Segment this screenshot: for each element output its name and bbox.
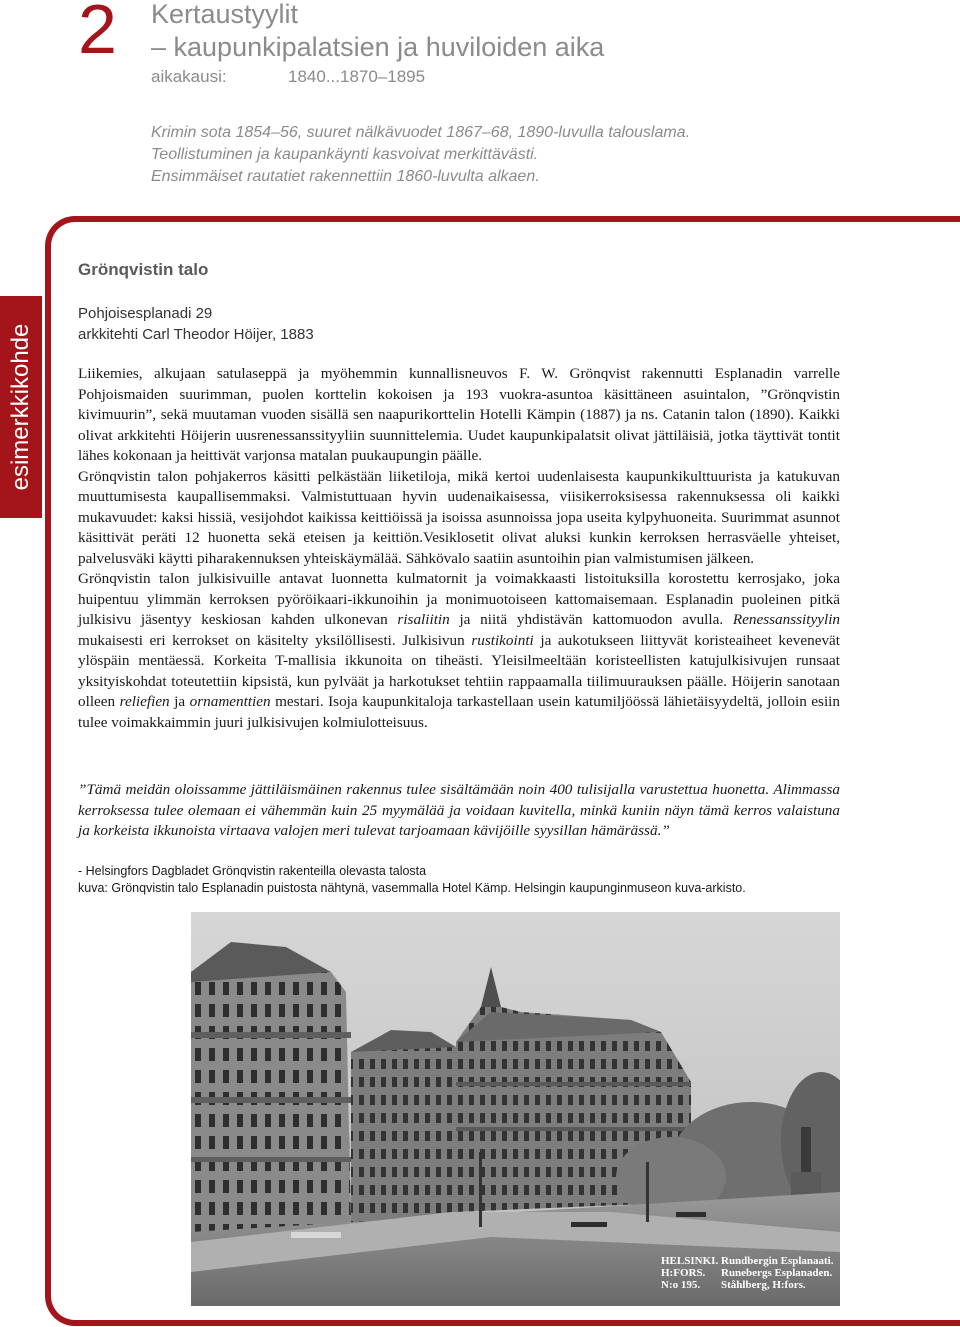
term-italic: rustikointi [471, 631, 534, 649]
era-label: aikakausi: [151, 67, 227, 86]
side-tab-label: esimerkkikohde [7, 323, 34, 491]
text-run: mukaisesti eri kerrokset on käsitelty yksilöllisesti. Julkisivun [78, 631, 472, 649]
term-italic: reliefien [119, 693, 170, 710]
photo-stamp-right-2: Runebergs Esplanaden. [721, 1267, 833, 1279]
paragraph: Grönqvistin talon pohjakerros käsitti pelkästään liiketiloja, mikä kertoi uudenlaisesta kaupunkikulttuurista ja katukuvan muuttumisesta kaupallisemmaksi. Valmistuttuaan hyvin uudenaikaisessa, viisikerroksisessa rakennuksessa oli kaikki mukavuudet: kaksi hissiä, vesijohdot kaikissa keittiöissä ja isoissa asunnoissa jopa useita kylpyhuoneita. Suurimmat asunnot käsittivät peräti 12 huonetta sekä eteisen ja keittiön.Vesiklosetit olivat aluksi kunkin kerroksen herrasväelle yhteiset, palvelusväki käytti piharakennuksen yhteiskäymälää. Sähkövalo saatiin asuntoihin pian valmistumisen jälkeen. [78, 467, 840, 567]
paragraph: Liikemies, alkujaan satulaseppä ja myöhemmin kunnallisneuvos F. W. Grönqvist rakennutti Esplanadin varrelle Pohjoismaiden suurimman, puolen korttelin kokoisen ja 193 vuokra-asuntoa käsittäneen asuintalon, ”Grönqvistin kivimuurin”, sekä muutaman vuoden sisällä sen naapurikorttelin Hotelli Kämpin (1887) ja ns. Catanin talon (1890). Kaikki olivat arkkitehti Höijerin uusrenessanssityyliin suunnittelemia. Uudet kaupunkipalatsit olivat jättiläisiä, jotka täyttivät tontit lähes kokonaan ja heittivät varjonsa matalan puukaupungin päälle. [78, 365, 840, 464]
building-title: Grönqvistin talo [78, 260, 209, 279]
building-address: Pohjoisesplanadi 29 [78, 305, 213, 322]
photo-stamp-right-1: Rundbergin Esplanaati. [721, 1255, 834, 1267]
building-architect: arkkitehti Carl Theodor Höijer, 1883 [78, 326, 314, 343]
intro-text [151, 122, 690, 188]
text-run: ja niitä yhdistävän kattomuodon avulla. [449, 611, 733, 628]
body-text [78, 364, 840, 733]
term-italic: ornamenttien [189, 693, 271, 710]
quote-text: ”Tämä meidän oloissamme jättiläismäinen rakennus tulee sisältämään noin 400 tulisijalla varustettua huonetta. Alimmassa kerroksessa tulee olemaan ei vähemmän kuin 25 myymälää ja voidaan kuvitella, minkä kuniin näyn tämä kerros valaistuna ja korkeista ikkunoista virtaava valojen meri tulevat tarjoamaan kävijöille syysillan hämärässä.” [78, 781, 840, 839]
chapter-title-line2: – kaupunkipalatsien ja huviloiden aika [151, 32, 605, 62]
intro-line: Teollistuminen ja kaupankäynti kasvoivat merkittävästi. [151, 146, 539, 163]
photo-stamp-right-3: Ståhlberg, H:fors. [721, 1279, 806, 1291]
paragraph [78, 569, 840, 733]
side-tab [0, 296, 42, 518]
chapter-number: 2 [78, 0, 117, 68]
term-italic: risaliitin [397, 611, 450, 628]
photo-illustration [191, 912, 840, 1306]
photo-stamp-left-3: N:o 195. [661, 1279, 701, 1291]
intro-line: Krimin sota 1854–56, suuret nälkävuodet 1867–68, 1890-luvulla talouslama. [151, 124, 691, 141]
photo-caption: kuva: Grönqvistin talo Esplanadin puistosta nähtynä, vasemmalla Hotel Kämp. Helsingin kaupunginmuseon kuva-arkisto. [78, 881, 746, 895]
term-italic: Renessanssityylin [732, 611, 841, 628]
text-run: ja [169, 693, 190, 710]
photo-stamp-left-1: HELSINKI. [661, 1255, 719, 1267]
intro-line: Ensimmäiset rautatiet rakennettiin 1860-luvulta alkaen. [151, 168, 540, 185]
photo-stamp-left-2: H:FORS. [661, 1267, 706, 1279]
chapter-title-line1: Kertaustyylit [151, 0, 299, 29]
historic-photo [191, 912, 840, 1306]
quote-source: - Helsingfors Dagbladet Grönqvistin rakenteilla olevasta talosta [78, 864, 427, 878]
era-line [151, 67, 426, 87]
text-run: mestari. Isoja kaupunkitaloja tarkastellaan usein katumiljöössä lähietäisyydeltä, jolloin esiin tulee voimakkaimmin juuri julkisivujen kolmiulotteisuus. [78, 693, 840, 731]
text-run: Grönqvistin talon julkisivuille antavat luonnetta kulmatornit ja voimakkaasti listoituksilla korostettu kerrosjako, joka huipentuu ylimmän kerroksen pyöröikaari-ikkunoihin ja monimuotoiseen kattomaisemaan. Esplanadin puoleinen pitkä julkisivu jäsentyy keskiosan kahden ulkonevan [78, 570, 840, 628]
era-value: 1840...1870–1895 [288, 67, 426, 86]
text-run: ja aukotukseen liittyvät koristeaiheet kevenevät ylöspäin mentäessä. Korkeita T-mallisia ikkunoita on tiheästi. Yleisilmeeltään koristeellisten katujulkisivujen runsaat yksityiskohdat toteutettiin kipsistä, kun pylväät ja harkotukset tehtiin rappaamalla tiilimuurauksen päälle. Höijerin sanotaan olleen [78, 631, 840, 710]
